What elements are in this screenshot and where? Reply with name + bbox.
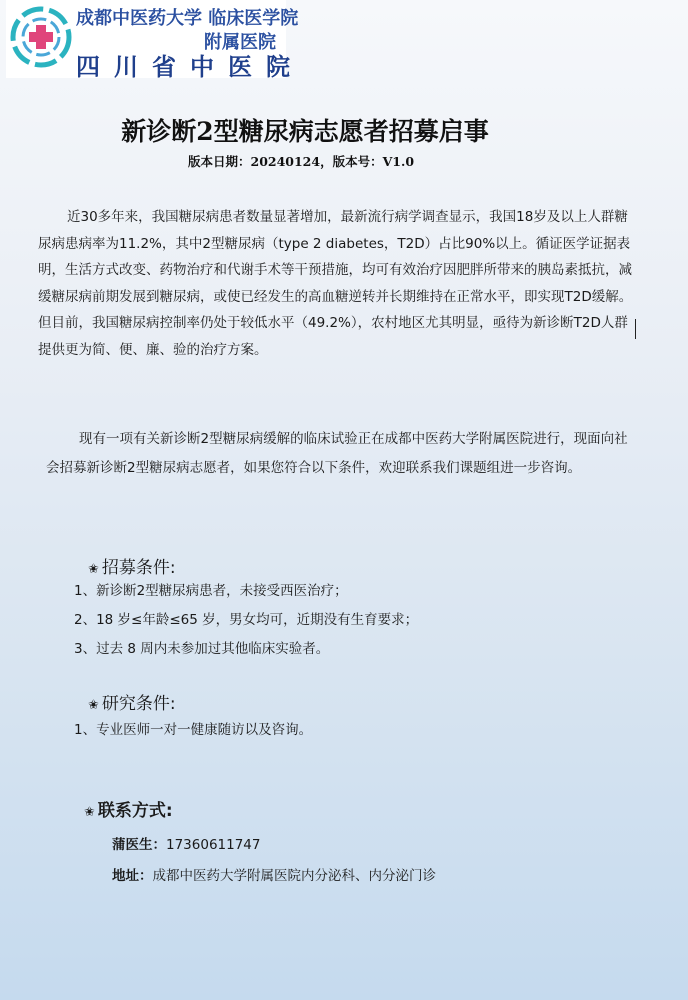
address-value: 成都中医药大学附属医院内分泌科、内分泌门诊: [152, 868, 436, 884]
recruitment-paragraph: 现有一项有关新诊断2型糖尿病缓解的临床试验正在成都中医药大学附属医院进行，现面向社会招募新诊断2型糖尿病志愿者，如果您符合以下条件，欢迎联系我们课题组进一步咨询。: [46, 431, 628, 476]
study-conditions-list: [74, 716, 312, 745]
hospital-emblem-icon: [8, 4, 74, 70]
study-conditions-title: 研究条件:: [101, 694, 176, 714]
recruit-conditions-title: 招募条件:: [101, 558, 176, 578]
list-item: 1、新诊断2型糖尿病患者，未接受西医治疗；: [74, 583, 348, 599]
doctor-label: 蒲医生：: [112, 837, 166, 853]
page-title: 新诊断2型糖尿病志愿者招募启事: [121, 117, 489, 146]
logo-university-name: 成都中医药大学 临床医学院: [76, 8, 299, 29]
text-cursor: [635, 319, 636, 339]
contact-address: [112, 864, 436, 884]
list-item: 3、过去 8 周内未参加过其他临床实验者。: [74, 641, 330, 657]
recruit-conditions-list: [74, 577, 418, 664]
recruit-conditions-heading: [88, 553, 176, 578]
contact-heading: [84, 796, 173, 821]
list-item: 1、专业医师一对一健康随访以及咨询。: [74, 722, 313, 738]
address-label: 地址：: [112, 868, 153, 884]
logo-provincial-hospital: 四川省中医院: [76, 52, 304, 81]
star-icon: ✬: [88, 562, 99, 577]
star-icon: ✬: [88, 698, 99, 713]
logo-affiliated-hospital: 附属医院: [204, 32, 276, 53]
star-icon: ✬: [84, 805, 95, 820]
contact-title: 联系方式:: [97, 801, 173, 821]
contact-doctor: [112, 833, 260, 853]
study-conditions-heading: [88, 689, 176, 714]
doctor-phone: 17360611747: [166, 837, 261, 853]
list-item: 2、18 岁≤年龄≤65 岁，男女均可，近期没有生育要求；: [74, 612, 419, 628]
intro-paragraph: 近30多年来，我国糖尿病患者数量显著增加，最新流行病学调查显示，我国18岁及以上人群糖尿病患病率为11.2%，其中2型糖尿病（type 2 diabetes，T2D）占比90%以上。循证医学证据表明，生活方式改变、药物治疗和代谢手术等干预措施，均可有效治疗因肥胖所带来的胰岛素抵抗，减缓糖尿病前期发展到糖尿病，或使已经发生的高血糖逆转并长期维持在正常水平，即实现T2D缓解。但目前，我国糖尿病控制率仍处于较低水平（49.2%），农村地区尤其明显，亟待为新诊断T2D人群提供更为简、便、廉、验的治疗方案。: [38, 209, 633, 358]
hospital-logo: [6, 0, 304, 81]
version-info: 版本日期：20240124，版本号：V1.0: [188, 154, 415, 169]
